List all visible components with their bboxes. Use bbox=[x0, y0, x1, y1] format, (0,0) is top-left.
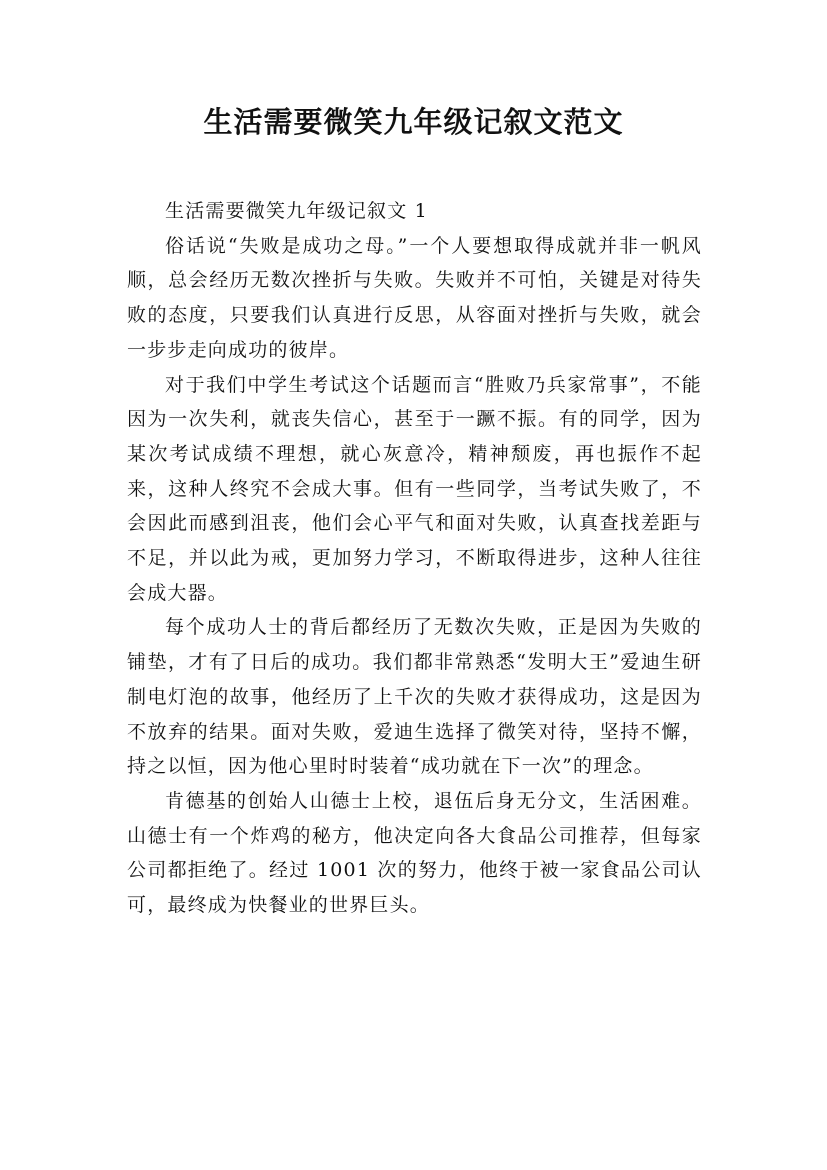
document-body bbox=[127, 194, 702, 923]
paragraph-2: 对于我们中学生考试这个话题而言“胜败乃兵家常事”，不能因为一次失利，就丧失信心，甚至于一蹶不振。有的同学，因为某次考试成绩不理想，就心灰意冷，精神颓废，再也振作不起来，这种人终究不会成大事。但有一些同学，当考试失败了，不会因此而感到沮丧，他们会心平气和面对失败，认真查找差距与不足，并以此为戒，更加努力学习，不断取得进步，这种人往往会成大器。 bbox=[127, 373, 702, 604]
document-title: 生活需要微笑九年级记叙文范文 bbox=[203, 105, 624, 139]
paragraph-1: 俗话说“失败是成功之母。”一个人要想取得成就并非一帆风顺，总会经历无数次挫折与失败。失败并不可怕，关键是对待失败的态度，只要我们认真进行反思，从容面对挫折与失败，就会一步步走向成功的彼岸。 bbox=[127, 234, 702, 361]
essay-subtitle: 生活需要微笑九年级记叙文 1 bbox=[165, 200, 428, 222]
paragraph-4: 肯德基的创始人山德士上校，退伍后身无分文，生活困难。山德士有一个炸鸡的秘方，他决定向各大食品公司推荐，但每家公司都拒绝了。经过 1001 次的努力，他终于被一家食品公司认可，最终成为快餐业的世界巨头。 bbox=[127, 789, 702, 917]
paragraph-3: 每个成功人士的背后都经历了无数次失败，正是因为失败的铺垫，才有了日后的成功。我们都非常熟悉“发明大王”爱迪生研制电灯泡的故事，他经历了上千次的失败才获得成功，这是因为不放弃的结果。面对失败，爱迪生选择了微笑对待，坚持不懈，持之以恒，因为他心里时时装着“成功就在下一次”的理念。 bbox=[127, 616, 702, 778]
